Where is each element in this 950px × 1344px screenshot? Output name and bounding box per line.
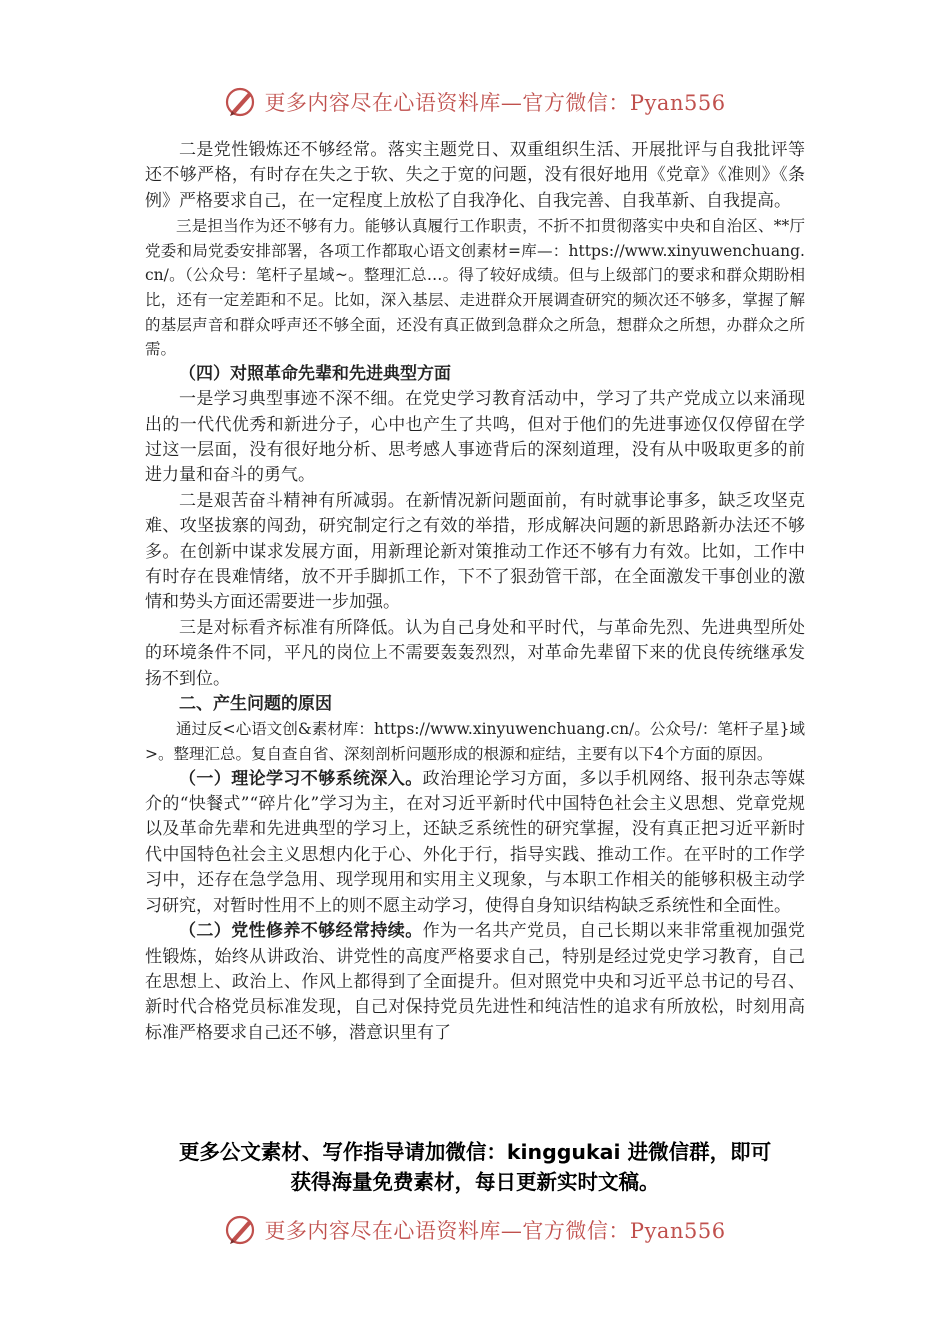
- section-heading: （四）对照革命先辈和先进典型方面: [179, 363, 451, 384]
- subsection-title: （一）理论学习不够系统深入。: [179, 768, 423, 789]
- pen-logo-icon: [224, 85, 258, 119]
- header-banner: [0, 82, 950, 122]
- promo-line: 获得海量免费素材，每日更新实时文稿。: [290, 1170, 660, 1194]
- paragraph: [145, 919, 805, 1046]
- footer-banner: [0, 1210, 950, 1250]
- document-body: [145, 138, 805, 1046]
- paragraph: 二是党性锻炼还不够经常。落实主题党日、双重组织生活、开展批评与自我批评等还不够严格，有时存在失之于软、失之于宽的问题，没有很好地用《党章》《准则》《条例》严格要求自己，在一定程度上放松了自我净化、自我完善、自我革新、自我提高。: [145, 140, 805, 211]
- promo-notice: [120, 1137, 830, 1197]
- paragraph: 通过反<心语文创&素材库：https://www.xinyuwenchuang.cn/。公众号/：笔杆子星}域>。整理汇总。复自查自省、深刻剖析问题形成的根源和症结，主要有以下4个方面的原因。: [145, 720, 805, 764]
- subsection-title: （二）党性修养不够经常持续。: [179, 921, 423, 942]
- paragraph-text: 作为一名共产党员，自己长期以来非常重视加强党性锻炼，始终从讲政治、讲党性的高度严格要求自己，特别是经过党史学习教育，自己在思想上、政治上、作风上都得到了全面提升。但对照党中央和习近平总书记的号召、新时代合格党员标准发现，自己对保持党员先进性和纯洁性的追求有所放松，时刻用高标准严格要求自己还不够，潜意识里有了: [145, 921, 806, 1043]
- paragraph: 一是学习典型事迹不深不细。在党史学习教育活动中，学习了共产党成立以来涌现出的一代代优秀和新进分子，心中也产生了共鸣，但对于他们的先进事迹仅仅停留在学过这一层面，没有很好地分析、思考感人事迹背后的深刻道理，没有从中吸取更多的前进力量和奋斗的勇气。: [145, 389, 805, 486]
- paragraph: [145, 767, 805, 919]
- paragraph-text: 政治理论学习方面，多以手机网络、报刊杂志等媒介的“快餐式”“碎片化”学习为主，在对习近平新时代中国特色社会主义思想、党章党规以及革命先辈和先进典型的学习上，还缺乏系统性的研究掌握，没有真正把习近平新时代中国特色社会主义思想内化于心、外化于行，指导实践、推动工作。在平时的工作学习中，还存在急学急用、现学现用和实用主义现象，与本职工作相关的能够积极主动学习研究，对暂时性用不上的则不愿主动学习，使得自身知识结构缺乏系统性和全面性。: [145, 768, 806, 916]
- promo-line: 更多公文素材、写作指导请加微信：kinggukai 进微信群，即可: [178, 1140, 772, 1164]
- paragraph: 三是担当作为还不够有力。能够认真履行工作职责，不折不扣贯彻落实中央和自治区、**厅党委和局党委安排部署，各项工作都取心语文创素材=库—：https://www.xinyuwenchuang.cn/。（公众号：笔杆子星域~。整理汇总…。得了较好成绩。但与上级部门的要求和群众期盼相比，还有一定差距和不足。比如，深入基层、走进群众开展调查研究的频次还不够多，掌握了解的基层声音和群众呼声还不够全面，还没有真正做到急群众之所急，想群众之所想，办群众之所需。: [145, 217, 805, 359]
- paragraph: 三是对标看齐标准有所降低。认为自己身处和平时代，与革命先烈、先进典型所处的环境条件不同，平凡的岗位上不需要轰轰烈烈，对革命先辈留下来的优良传统继承发扬不到位。: [145, 617, 805, 689]
- section-heading: 二、产生问题的原因: [179, 694, 332, 715]
- banner-text: 更多内容尽在心语资料库—官方微信：Pyan556: [264, 1219, 726, 1243]
- banner-text: 更多内容尽在心语资料库—官方微信：Pyan556: [264, 91, 726, 115]
- pen-logo-icon: [224, 1213, 258, 1247]
- paragraph: 二是艰苦奋斗精神有所减弱。在新情况新问题面前，有时就事论事多，缺乏攻坚克难、攻坚拔寨的闯劲，研究制定行之有效的举措，形成解决问题的新思路新办法还不够多。在创新中谋求发展方面，用新理论新对策推动工作还不够有力有效。比如，工作中有时存在畏难情绪，放不开手脚抓工作，下不了狠劲管干部，在全面激发干事创业的激情和势头方面还需要进一步加强。: [145, 490, 805, 613]
